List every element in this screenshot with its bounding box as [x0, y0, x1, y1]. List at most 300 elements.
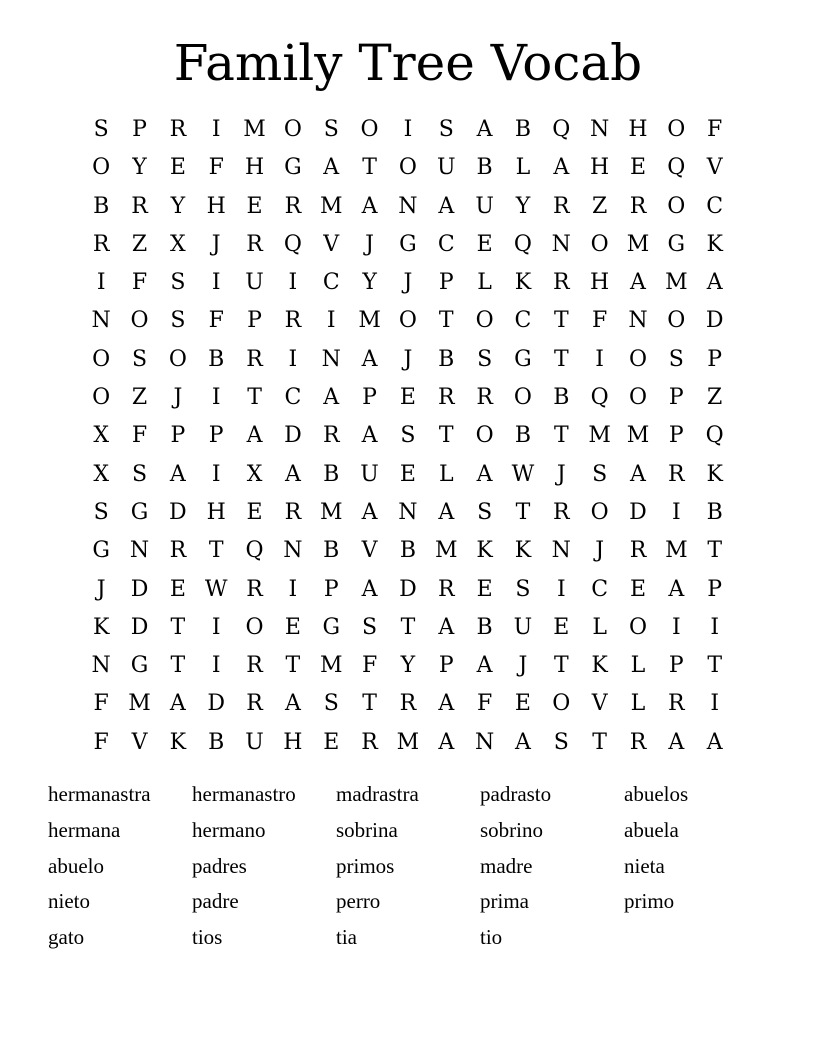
grid-letter: I	[710, 614, 720, 640]
grid-letter: S	[592, 461, 608, 487]
grid-letter: M	[358, 308, 381, 334]
grid-row	[82, 188, 734, 226]
grid-letter: S	[323, 691, 339, 717]
grid-letter: F	[208, 308, 224, 334]
grid-letter: Q	[667, 155, 686, 181]
grid-letter: V	[131, 729, 148, 755]
grid-letter: Q	[283, 231, 302, 257]
grid-letter: O	[628, 385, 647, 411]
grid-row	[82, 609, 734, 647]
grid-letter: E	[514, 691, 531, 717]
word-list-item: primos	[336, 853, 395, 878]
grid-letter: B	[553, 385, 570, 411]
grid-letter: R	[246, 231, 263, 257]
grid-letter: R	[284, 308, 302, 334]
grid-letter: R	[553, 193, 570, 219]
grid-letter: O	[360, 117, 379, 142]
grid-letter: J	[403, 346, 413, 372]
grid-letter: C	[706, 193, 724, 219]
grid-letter: R	[169, 538, 187, 564]
grid-letter: F	[131, 423, 148, 449]
grid-letter: S	[553, 729, 569, 755]
grid-row	[82, 494, 734, 532]
grid-letter: I	[211, 270, 221, 296]
grid-letter: R	[437, 576, 455, 602]
grid-letter: R	[246, 653, 263, 679]
grid-letter: R	[92, 231, 110, 257]
grid-letter: R	[629, 538, 647, 564]
grid-letter: J	[595, 538, 605, 564]
grid-letter: T	[592, 729, 607, 755]
grid-letter: C	[514, 308, 532, 334]
grid-letter: T	[208, 538, 224, 564]
word-list-item: sobrina	[336, 817, 398, 842]
word-list-item: madrastra	[336, 782, 419, 806]
grid-letter: Y	[400, 653, 416, 679]
grid-letter: W	[204, 576, 228, 602]
grid-letter: J	[556, 461, 566, 487]
grid-letter: U	[245, 270, 264, 296]
grid-letter: L	[477, 270, 492, 296]
grid-letter: R	[246, 576, 263, 602]
grid-letter: J	[173, 385, 183, 411]
grid-letter: M	[665, 538, 688, 564]
grid-letter: D	[207, 691, 226, 717]
page-title: Family Tree Vocab	[173, 34, 643, 92]
grid-row	[82, 571, 734, 609]
grid-letter: A	[438, 691, 455, 717]
grid-letter: O	[168, 346, 187, 372]
grid-letter: S	[170, 270, 186, 296]
grid-row	[82, 379, 734, 417]
grid-letter: D	[629, 499, 647, 525]
grid-letter: P	[438, 270, 454, 296]
grid-letter: R	[668, 691, 685, 717]
grid-letter: T	[707, 653, 723, 679]
grid-letter: I	[288, 346, 298, 372]
grid-letter: N	[551, 231, 571, 257]
grid-letter: K	[476, 538, 493, 564]
grid-letter: O	[92, 385, 111, 411]
grid-letter: I	[211, 385, 221, 411]
grid-letter: F	[361, 653, 378, 679]
grid-letter: O	[398, 155, 417, 181]
grid-letter: P	[323, 576, 339, 602]
grid-letter: R	[246, 691, 263, 717]
grid-letter: O	[628, 346, 647, 372]
grid-row	[82, 264, 734, 302]
grid-letter: A	[361, 576, 378, 602]
grid-letter: E	[399, 461, 416, 487]
grid-letter: R	[629, 193, 647, 219]
grid-letter: P	[208, 423, 224, 449]
grid-letter: E	[399, 385, 416, 411]
grid-letter: E	[169, 576, 186, 602]
grid-letter: I	[671, 499, 681, 525]
grid-letter: N	[91, 653, 111, 679]
grid-letter: E	[323, 729, 340, 755]
grid-letter: A	[476, 117, 493, 142]
grid-letter: B	[323, 461, 340, 487]
grid-letter: B	[323, 538, 340, 564]
grid-letter: O	[667, 193, 686, 219]
grid-letter: I	[96, 270, 106, 296]
grid-letter: S	[170, 308, 186, 334]
grid-letter: N	[551, 538, 571, 564]
grid-letter: A	[361, 193, 378, 219]
grid-letter: F	[208, 155, 224, 181]
grid-letter: B	[208, 729, 225, 755]
grid-letter: G	[130, 653, 149, 679]
grid-letter: J	[518, 653, 528, 679]
grid-letter: B	[399, 538, 416, 564]
word-list-item: perro	[336, 889, 381, 914]
grid-letter: S	[438, 117, 454, 142]
grid-letter: K	[706, 461, 723, 487]
grid-letter: B	[438, 346, 455, 372]
grid-letter: E	[284, 614, 301, 640]
grid-letter: M	[626, 423, 650, 449]
grid-letter: T	[553, 653, 569, 679]
grid-letter: P	[247, 308, 262, 334]
grid-letter: P	[707, 576, 723, 602]
grid-letter: J	[96, 576, 106, 602]
grid-letter: V	[706, 155, 723, 181]
grid-letter: A	[438, 729, 455, 755]
grid-letter: Y	[132, 155, 147, 181]
grid-letter: F	[476, 691, 493, 717]
grid-letter: I	[288, 576, 298, 602]
grid-letter: H	[283, 729, 303, 755]
grid-letter: S	[668, 346, 684, 372]
grid-letter: Q	[513, 231, 532, 257]
grid-letter: A	[246, 423, 263, 449]
grid-letter: O	[590, 231, 609, 257]
grid-letter: K	[169, 729, 187, 755]
word-list	[48, 776, 768, 955]
grid-letter: J	[365, 231, 374, 257]
grid-letter: R	[668, 461, 685, 487]
grid-letter: I	[556, 576, 566, 602]
grid-row	[82, 149, 734, 187]
grid-letter: Z	[131, 231, 148, 257]
grid-letter: R	[629, 729, 647, 755]
grid-letter: T	[400, 614, 416, 640]
grid-letter: N	[590, 117, 610, 142]
grid-letter: U	[360, 461, 379, 487]
grid-letter: U	[245, 729, 264, 755]
grid-letter: N	[398, 193, 418, 219]
grid-letter: E	[476, 576, 493, 602]
grid-letter: A	[476, 461, 493, 487]
grid-letter: R	[131, 193, 148, 219]
grid-row	[82, 532, 734, 570]
word-list-item: tia	[336, 925, 357, 950]
grid-letter: S	[362, 614, 378, 640]
grid-letter: C	[284, 385, 302, 411]
grid-letter: F	[707, 117, 723, 142]
grid-letter: I	[326, 308, 336, 334]
grid-letter: S	[131, 346, 148, 372]
grid-letter: R	[399, 691, 417, 717]
word-list-item: abuela	[624, 817, 679, 842]
grid-letter: O	[667, 308, 686, 334]
word-list-item: nieta	[624, 853, 665, 878]
grid-letter: Z	[591, 193, 608, 219]
grid-letter: O	[590, 499, 609, 525]
grid-letter: T	[515, 499, 531, 525]
grid-letter: R	[284, 193, 302, 219]
grid-row	[82, 647, 734, 685]
word-list-item: primo	[624, 889, 675, 914]
grid-letter: H	[590, 270, 610, 296]
grid-letter: M	[128, 691, 151, 717]
grid-letter: F	[93, 691, 109, 717]
grid-letter: R	[553, 270, 570, 296]
grid-letter: M	[588, 423, 611, 449]
grid-letter: A	[361, 346, 378, 372]
grid-letter: A	[284, 691, 301, 717]
grid-letter: N	[398, 499, 418, 525]
grid-letter: N	[283, 538, 303, 564]
grid-row	[82, 341, 734, 379]
grid-letter: F	[131, 270, 148, 296]
grid-letter: A	[361, 499, 378, 525]
grid-letter: O	[92, 155, 111, 181]
grid-letter: N	[129, 538, 150, 564]
grid-letter: T	[553, 308, 569, 334]
word-list-item: sobrino	[480, 817, 543, 842]
grid-letter: G	[399, 231, 417, 257]
grid-letter: F	[93, 729, 109, 755]
grid-letter: I	[403, 117, 413, 142]
grid-letter: A	[668, 729, 685, 755]
grid-letter: H	[628, 117, 648, 142]
grid-letter: G	[284, 155, 302, 181]
grid-letter: E	[246, 193, 263, 219]
grid-letter: A	[169, 461, 186, 487]
grid-letter: A	[630, 270, 646, 296]
word-search-grid	[82, 111, 734, 762]
grid-letter: S	[323, 117, 339, 142]
grid-letter: K	[514, 270, 532, 296]
grid-letter: W	[511, 461, 535, 487]
grid-letter: N	[628, 308, 648, 334]
grid-letter: C	[322, 270, 340, 296]
grid-letter: K	[591, 653, 608, 679]
grid-letter: Q	[245, 538, 264, 564]
grid-letter: D	[169, 499, 187, 525]
grid-letter: T	[438, 308, 454, 334]
grid-letter: A	[515, 729, 531, 755]
grid-letter: M	[396, 729, 420, 755]
word-list-item: padre	[192, 889, 239, 914]
grid-letter: O	[513, 385, 532, 411]
grid-letter: B	[93, 193, 110, 219]
grid-row	[82, 226, 734, 264]
word-list-item: nieto	[48, 889, 90, 914]
grid-letter: P	[170, 423, 186, 449]
grid-letter: E	[629, 155, 647, 181]
grid-letter: A	[706, 729, 723, 755]
grid-letter: T	[707, 538, 723, 564]
grid-letter: A	[438, 614, 455, 640]
grid-letter: M	[243, 117, 266, 142]
grid-letter: V	[361, 538, 378, 564]
grid-letter: L	[438, 461, 454, 487]
grid-letter: Q	[552, 117, 571, 142]
grid-letter: H	[590, 155, 610, 181]
grid-letter: R	[553, 499, 570, 525]
grid-letter: Q	[590, 385, 609, 411]
grid-letter: A	[169, 691, 186, 717]
grid-letter: G	[322, 614, 341, 640]
grid-letter: L	[630, 691, 646, 717]
grid-row	[82, 724, 734, 762]
word-list-item: tio	[480, 925, 503, 950]
grid-letter: B	[514, 117, 532, 142]
grid-letter: D	[130, 576, 149, 602]
grid-letter: M	[319, 653, 343, 679]
word-list-item: padrasto	[480, 782, 552, 806]
grid-letter: T	[553, 346, 569, 372]
grid-letter: X	[246, 461, 263, 487]
grid-letter: P	[668, 385, 684, 411]
grid-letter: P	[668, 423, 684, 449]
grid-letter: K	[92, 614, 110, 640]
grid-letter: G	[92, 538, 110, 564]
word-list-item: padres	[192, 853, 247, 878]
grid-letter: O	[552, 691, 571, 717]
word-list-row	[48, 848, 768, 884]
grid-letter: O	[667, 117, 686, 142]
grid-letter: Z	[707, 385, 723, 411]
grid-letter: K	[514, 538, 532, 564]
grid-letter: H	[244, 155, 265, 181]
grid-letter: T	[170, 614, 186, 640]
grid-letter: B	[476, 155, 493, 181]
grid-letter: K	[706, 231, 723, 257]
word-list-row	[48, 812, 768, 848]
grid-letter: Y	[515, 193, 531, 219]
grid-letter: V	[323, 231, 340, 257]
grid-letter: E	[553, 614, 570, 640]
grid-letter: T	[362, 691, 377, 717]
grid-letter: P	[132, 117, 147, 142]
word-list-item: abuelo	[48, 853, 104, 878]
grid-letter: S	[515, 576, 531, 602]
grid-letter: P	[668, 653, 684, 679]
grid-letter: L	[592, 614, 607, 640]
grid-letter: I	[211, 653, 221, 679]
grid-letter: T	[285, 653, 301, 679]
grid-letter: I	[211, 117, 221, 142]
grid-letter: I	[288, 270, 298, 296]
grid-letter: H	[206, 193, 226, 219]
word-list-item: madre	[480, 853, 533, 878]
word-list-item: hermanastro	[192, 782, 296, 806]
grid-letter: B	[476, 614, 493, 640]
grid-row	[82, 111, 734, 149]
grid-letter: E	[629, 576, 647, 602]
grid-letter: A	[323, 385, 340, 411]
grid-letter: U	[436, 155, 456, 181]
grid-letter: L	[630, 653, 646, 679]
grid-letter: A	[668, 576, 685, 602]
grid-letter: I	[211, 614, 221, 640]
grid-letter: T	[438, 423, 454, 449]
grid-letter: P	[362, 385, 377, 411]
word-list-item: tios	[192, 925, 223, 950]
grid-row	[82, 302, 734, 340]
grid-letter: G	[514, 346, 532, 372]
grid-letter: O	[92, 346, 111, 372]
grid-letter: U	[475, 193, 494, 219]
grid-letter: R	[476, 385, 493, 411]
grid-letter: E	[169, 155, 186, 181]
grid-letter: M	[319, 193, 343, 219]
grid-letter: A	[438, 499, 455, 525]
grid-letter: O	[283, 117, 302, 142]
word-list-row	[48, 883, 768, 919]
grid-letter: R	[361, 729, 378, 755]
grid-letter: Z	[131, 385, 148, 411]
grid-letter: E	[246, 499, 263, 525]
grid-letter: P	[707, 346, 723, 372]
grid-letter: R	[437, 385, 455, 411]
grid-letter: X	[170, 231, 186, 257]
word-list-row	[48, 919, 768, 955]
grid-letter: D	[705, 308, 724, 334]
grid-letter: A	[553, 155, 570, 181]
grid-letter: S	[131, 461, 148, 487]
word-list-row	[48, 776, 768, 812]
grid-letter: V	[591, 691, 608, 717]
grid-letter: X	[93, 461, 109, 487]
grid-letter: M	[435, 538, 458, 564]
grid-row	[82, 456, 734, 494]
word-list-item: prima	[480, 889, 529, 914]
grid-letter: B	[706, 499, 723, 525]
grid-letter: S	[93, 499, 109, 525]
grid-letter: S	[477, 346, 493, 372]
grid-letter: C	[591, 576, 609, 602]
grid-letter: M	[665, 270, 688, 296]
grid-letter: Y	[362, 270, 377, 296]
grid-letter: O	[130, 308, 149, 334]
grid-letter: H	[206, 499, 226, 525]
grid-letter: C	[437, 231, 455, 257]
grid-letter: A	[706, 270, 723, 296]
grid-letter: A	[630, 461, 646, 487]
word-list-item: hermana	[48, 817, 121, 842]
word-list-item: hermanastra	[48, 782, 151, 806]
word-list-item	[624, 919, 768, 955]
grid-letter: A	[284, 461, 301, 487]
grid-letter: R	[169, 117, 187, 142]
grid-letter: S	[477, 499, 493, 525]
grid-letter: R	[284, 499, 302, 525]
grid-letter: P	[438, 653, 454, 679]
grid-letter: B	[514, 423, 532, 449]
grid-letter: E	[476, 231, 493, 257]
grid-letter: U	[513, 614, 533, 640]
grid-letter: G	[130, 499, 149, 525]
grid-letter: T	[247, 385, 262, 411]
grid-letter: D	[399, 576, 417, 602]
grid-letter: O	[628, 614, 647, 640]
grid-letter: R	[246, 346, 263, 372]
